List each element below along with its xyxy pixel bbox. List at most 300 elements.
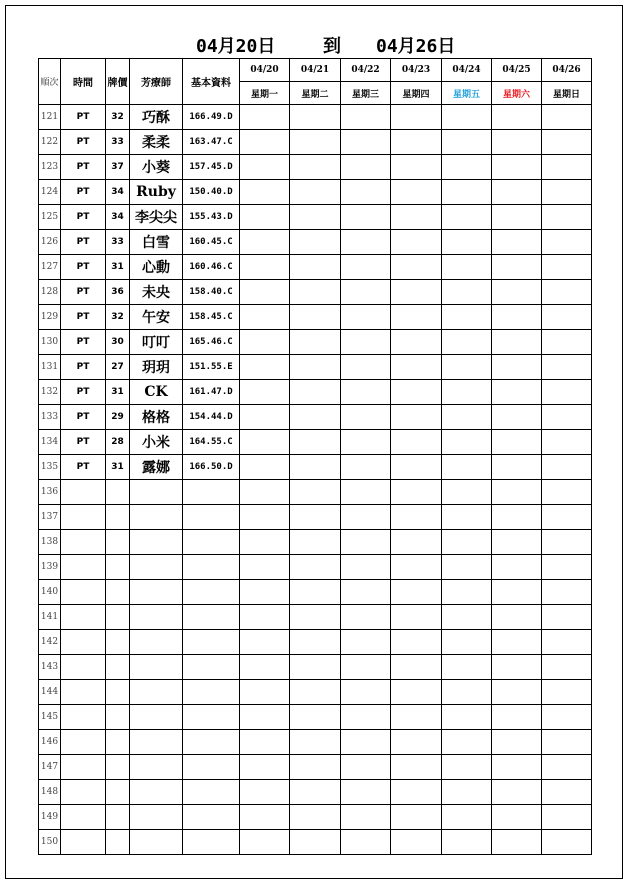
schedule-cell[interactable]	[240, 755, 290, 780]
row-time	[61, 480, 106, 505]
row-therapist-name: 午安	[130, 305, 183, 330]
schedule-cell[interactable]	[391, 405, 442, 430]
schedule-cell[interactable]	[542, 505, 592, 530]
schedule-cell[interactable]	[492, 330, 542, 355]
schedule-cell[interactable]	[391, 105, 442, 130]
schedule-cell[interactable]	[542, 380, 592, 405]
schedule-cell[interactable]	[341, 530, 391, 555]
schedule-cell[interactable]	[341, 630, 391, 655]
row-number: 132	[39, 380, 61, 405]
schedule-cell[interactable]	[341, 480, 391, 505]
schedule-cell[interactable]	[391, 305, 442, 330]
day-weekday-header: 星期一	[240, 82, 290, 105]
schedule-cell[interactable]	[240, 330, 290, 355]
schedule-cell[interactable]	[341, 555, 391, 580]
schedule-cell[interactable]	[240, 130, 290, 155]
row-price: 29	[106, 405, 130, 430]
schedule-cell[interactable]	[542, 830, 592, 855]
schedule-cell[interactable]	[542, 105, 592, 130]
schedule-cell[interactable]	[442, 630, 492, 655]
row-time	[61, 630, 106, 655]
schedule-cell[interactable]	[240, 805, 290, 830]
table-row	[39, 205, 592, 230]
table-row	[39, 730, 592, 755]
schedule-cell[interactable]	[442, 105, 492, 130]
schedule-cell[interactable]	[391, 580, 442, 605]
schedule-cell[interactable]	[442, 155, 492, 180]
row-therapist-name: 玥玥	[130, 355, 183, 380]
schedule-cell[interactable]	[442, 655, 492, 680]
row-time: PT	[61, 305, 106, 330]
row-price	[106, 730, 130, 755]
schedule-cell[interactable]	[391, 455, 442, 480]
schedule-cell[interactable]	[492, 655, 542, 680]
schedule-cell[interactable]	[492, 205, 542, 230]
row-basic-info	[183, 805, 240, 830]
schedule-cell[interactable]	[542, 205, 592, 230]
row-basic-info: 150.40.D	[183, 180, 240, 205]
schedule-cell[interactable]	[442, 230, 492, 255]
schedule-cell[interactable]	[341, 330, 391, 355]
row-basic-info: 163.47.C	[183, 130, 240, 155]
schedule-cell[interactable]	[240, 705, 290, 730]
schedule-cell[interactable]	[492, 430, 542, 455]
schedule-cell[interactable]	[341, 730, 391, 755]
schedule-cell[interactable]	[542, 530, 592, 555]
schedule-cell[interactable]	[492, 255, 542, 280]
schedule-cell[interactable]	[442, 480, 492, 505]
table-header	[39, 59, 592, 105]
row-number: 133	[39, 405, 61, 430]
schedule-cell[interactable]	[492, 380, 542, 405]
schedule-cell[interactable]	[542, 180, 592, 205]
schedule-cell[interactable]	[341, 755, 391, 780]
row-number: 124	[39, 180, 61, 205]
schedule-cell[interactable]	[341, 705, 391, 730]
row-number: 135	[39, 455, 61, 480]
schedule-cell[interactable]	[290, 705, 341, 730]
schedule-cell[interactable]	[240, 530, 290, 555]
schedule-cell[interactable]	[290, 155, 341, 180]
row-basic-info	[183, 630, 240, 655]
schedule-cell[interactable]	[492, 455, 542, 480]
schedule-cell[interactable]	[542, 130, 592, 155]
schedule-cell[interactable]	[240, 680, 290, 705]
schedule-cell[interactable]	[391, 830, 442, 855]
schedule-cell[interactable]	[391, 505, 442, 530]
row-price	[106, 705, 130, 730]
schedule-cell[interactable]	[240, 455, 290, 480]
schedule-cell[interactable]	[442, 205, 492, 230]
schedule-cell[interactable]	[290, 480, 341, 505]
schedule-cell[interactable]	[341, 605, 391, 630]
schedule-cell[interactable]	[290, 630, 341, 655]
schedule-cell[interactable]	[542, 555, 592, 580]
schedule-cell[interactable]	[290, 280, 341, 305]
row-number: 147	[39, 755, 61, 780]
schedule-cell[interactable]	[391, 280, 442, 305]
schedule-cell[interactable]	[542, 330, 592, 355]
schedule-cell[interactable]	[391, 705, 442, 730]
row-price: 34	[106, 205, 130, 230]
schedule-cell[interactable]	[492, 505, 542, 530]
row-number: 144	[39, 680, 61, 705]
schedule-cell[interactable]	[290, 455, 341, 480]
schedule-cell[interactable]	[290, 830, 341, 855]
schedule-cell[interactable]	[341, 405, 391, 430]
schedule-cell[interactable]	[492, 280, 542, 305]
table-body	[39, 105, 592, 855]
table-row	[39, 605, 592, 630]
schedule-cell[interactable]	[492, 755, 542, 780]
schedule-cell[interactable]	[542, 705, 592, 730]
row-price: 34	[106, 180, 130, 205]
schedule-cell[interactable]	[442, 505, 492, 530]
row-time	[61, 580, 106, 605]
schedule-cell[interactable]	[290, 555, 341, 580]
schedule-cell[interactable]	[341, 130, 391, 155]
schedule-cell[interactable]	[240, 580, 290, 605]
table-row	[39, 780, 592, 805]
row-number: 136	[39, 480, 61, 505]
schedule-cell[interactable]	[442, 305, 492, 330]
schedule-cell[interactable]	[341, 355, 391, 380]
schedule-cell[interactable]	[492, 630, 542, 655]
schedule-cell[interactable]	[240, 155, 290, 180]
schedule-cell[interactable]	[341, 205, 391, 230]
row-basic-info: 165.46.C	[183, 330, 240, 355]
schedule-cell[interactable]	[240, 730, 290, 755]
schedule-cell[interactable]	[442, 605, 492, 630]
schedule-cell[interactable]	[442, 380, 492, 405]
schedule-cell[interactable]	[492, 180, 542, 205]
schedule-cell[interactable]	[341, 255, 391, 280]
schedule-cell[interactable]	[492, 830, 542, 855]
schedule-cell[interactable]	[290, 805, 341, 830]
row-number: 150	[39, 830, 61, 855]
table-row	[39, 180, 592, 205]
schedule-cell[interactable]	[391, 480, 442, 505]
schedule-cell[interactable]	[240, 505, 290, 530]
schedule-cell[interactable]	[341, 830, 391, 855]
day-date-header: 04/23	[391, 59, 442, 82]
schedule-cell[interactable]	[240, 380, 290, 405]
schedule-cell[interactable]	[290, 680, 341, 705]
schedule-cell[interactable]	[391, 180, 442, 205]
row-number: 141	[39, 605, 61, 630]
schedule-cell[interactable]	[290, 430, 341, 455]
schedule-cell[interactable]	[442, 280, 492, 305]
schedule-cell[interactable]	[542, 755, 592, 780]
schedule-cell[interactable]	[391, 555, 442, 580]
schedule-cell[interactable]	[442, 130, 492, 155]
schedule-cell[interactable]	[542, 680, 592, 705]
schedule-cell[interactable]	[240, 205, 290, 230]
schedule-cell[interactable]	[492, 355, 542, 380]
schedule-cell[interactable]	[391, 605, 442, 630]
schedule-cell[interactable]	[542, 605, 592, 630]
schedule-cell[interactable]	[290, 355, 341, 380]
row-price: 31	[106, 380, 130, 405]
schedule-cell[interactable]	[442, 430, 492, 455]
schedule-cell[interactable]	[391, 755, 442, 780]
row-price: 31	[106, 255, 130, 280]
row-therapist-name: 格格	[130, 405, 183, 430]
schedule-cell[interactable]	[290, 305, 341, 330]
schedule-cell[interactable]	[492, 780, 542, 805]
row-therapist-name	[130, 830, 183, 855]
schedule-cell[interactable]	[442, 455, 492, 480]
schedule-cell[interactable]	[492, 730, 542, 755]
schedule-cell[interactable]	[290, 380, 341, 405]
day-date-header: 04/25	[492, 59, 542, 82]
schedule-cell[interactable]	[341, 380, 391, 405]
schedule-cell[interactable]	[492, 480, 542, 505]
schedule-cell[interactable]	[341, 580, 391, 605]
schedule-cell[interactable]	[542, 480, 592, 505]
schedule-cell[interactable]	[442, 180, 492, 205]
row-price	[106, 480, 130, 505]
row-number: 122	[39, 130, 61, 155]
schedule-cell[interactable]	[542, 730, 592, 755]
row-therapist-name	[130, 580, 183, 605]
schedule-cell[interactable]	[341, 505, 391, 530]
table-row	[39, 705, 592, 730]
row-basic-info	[183, 830, 240, 855]
row-price: 36	[106, 280, 130, 305]
schedule-cell[interactable]	[442, 555, 492, 580]
row-therapist-name: 小葵	[130, 155, 183, 180]
schedule-cell[interactable]	[240, 305, 290, 330]
row-price: 33	[106, 130, 130, 155]
schedule-cell[interactable]	[290, 255, 341, 280]
schedule-cell[interactable]	[290, 780, 341, 805]
table-row	[39, 380, 592, 405]
schedule-cell[interactable]	[442, 705, 492, 730]
schedule-cell[interactable]	[391, 680, 442, 705]
schedule-cell[interactable]	[442, 405, 492, 430]
schedule-cell[interactable]	[442, 755, 492, 780]
schedule-table	[38, 58, 592, 855]
schedule-cell[interactable]	[391, 205, 442, 230]
schedule-cell[interactable]	[240, 280, 290, 305]
schedule-cell[interactable]	[442, 730, 492, 755]
row-basic-info	[183, 780, 240, 805]
schedule-cell[interactable]	[341, 105, 391, 130]
schedule-cell[interactable]	[542, 355, 592, 380]
schedule-cell[interactable]	[492, 130, 542, 155]
schedule-cell[interactable]	[492, 230, 542, 255]
day-weekday-header: 星期六	[492, 82, 542, 105]
schedule-cell[interactable]	[442, 330, 492, 355]
row-time	[61, 780, 106, 805]
schedule-cell[interactable]	[391, 230, 442, 255]
schedule-cell[interactable]	[240, 405, 290, 430]
schedule-cell[interactable]	[442, 780, 492, 805]
schedule-cell[interactable]	[290, 180, 341, 205]
row-basic-info	[183, 505, 240, 530]
table-row	[39, 155, 592, 180]
day-weekday-header: 星期日	[542, 82, 592, 105]
day-weekday-header: 星期二	[290, 82, 341, 105]
schedule-cell[interactable]	[542, 155, 592, 180]
table-row	[39, 580, 592, 605]
schedule-cell[interactable]	[492, 805, 542, 830]
schedule-cell[interactable]	[341, 280, 391, 305]
schedule-cell[interactable]	[391, 530, 442, 555]
schedule-cell[interactable]	[290, 655, 341, 680]
schedule-cell[interactable]	[341, 305, 391, 330]
schedule-cell[interactable]	[391, 355, 442, 380]
row-therapist-name	[130, 705, 183, 730]
row-therapist-name	[130, 605, 183, 630]
row-basic-info: 164.55.C	[183, 430, 240, 455]
header-seq: 順次	[39, 59, 61, 105]
row-therapist-name: 李尖尖	[130, 205, 183, 230]
row-therapist-name: 白雪	[130, 230, 183, 255]
schedule-cell[interactable]	[240, 655, 290, 680]
schedule-cell[interactable]	[391, 780, 442, 805]
day-date-header: 04/20	[240, 59, 290, 82]
schedule-cell[interactable]	[442, 830, 492, 855]
schedule-cell[interactable]	[240, 430, 290, 455]
schedule-cell[interactable]	[290, 230, 341, 255]
schedule-cell[interactable]	[391, 730, 442, 755]
schedule-cell[interactable]	[542, 405, 592, 430]
schedule-cell[interactable]	[240, 180, 290, 205]
schedule-cell[interactable]	[542, 305, 592, 330]
schedule-cell[interactable]	[290, 730, 341, 755]
schedule-cell[interactable]	[391, 380, 442, 405]
schedule-cell[interactable]	[492, 680, 542, 705]
row-basic-info: 158.45.C	[183, 305, 240, 330]
schedule-cell[interactable]	[341, 455, 391, 480]
schedule-cell[interactable]	[391, 630, 442, 655]
row-time	[61, 505, 106, 530]
row-time	[61, 530, 106, 555]
schedule-cell[interactable]	[240, 355, 290, 380]
schedule-cell[interactable]	[290, 580, 341, 605]
schedule-cell[interactable]	[290, 505, 341, 530]
schedule-cell[interactable]	[240, 630, 290, 655]
schedule-cell[interactable]	[492, 530, 542, 555]
row-number: 129	[39, 305, 61, 330]
row-basic-info	[183, 680, 240, 705]
schedule-cell[interactable]	[341, 805, 391, 830]
schedule-cell[interactable]	[341, 430, 391, 455]
table-row	[39, 455, 592, 480]
row-number: 134	[39, 430, 61, 455]
row-time: PT	[61, 430, 106, 455]
schedule-cell[interactable]	[290, 755, 341, 780]
schedule-cell[interactable]	[341, 780, 391, 805]
title-start-date: 04月20日	[196, 36, 276, 57]
schedule-cell[interactable]	[542, 780, 592, 805]
schedule-cell[interactable]	[442, 580, 492, 605]
row-price	[106, 580, 130, 605]
row-time: PT	[61, 130, 106, 155]
schedule-cell[interactable]	[442, 680, 492, 705]
row-basic-info: 154.44.D	[183, 405, 240, 430]
schedule-cell[interactable]	[492, 155, 542, 180]
row-time	[61, 605, 106, 630]
schedule-cell[interactable]	[240, 555, 290, 580]
schedule-cell[interactable]	[391, 805, 442, 830]
day-date-header: 04/21	[290, 59, 341, 82]
schedule-cell[interactable]	[240, 480, 290, 505]
schedule-cell[interactable]	[492, 705, 542, 730]
schedule-cell[interactable]	[391, 130, 442, 155]
row-price	[106, 830, 130, 855]
schedule-cell[interactable]	[492, 305, 542, 330]
schedule-cell[interactable]	[341, 180, 391, 205]
row-time: PT	[61, 155, 106, 180]
schedule-cell[interactable]	[542, 630, 592, 655]
row-number: 139	[39, 555, 61, 580]
row-therapist-name	[130, 530, 183, 555]
schedule-cell[interactable]	[290, 130, 341, 155]
schedule-cell[interactable]	[240, 605, 290, 630]
schedule-cell[interactable]	[542, 580, 592, 605]
schedule-cell[interactable]	[290, 205, 341, 230]
schedule-cell[interactable]	[391, 255, 442, 280]
schedule-cell[interactable]	[341, 680, 391, 705]
row-price: 27	[106, 355, 130, 380]
schedule-cell[interactable]	[341, 155, 391, 180]
schedule-cell[interactable]	[290, 605, 341, 630]
table-row	[39, 805, 592, 830]
row-number: 140	[39, 580, 61, 605]
row-time	[61, 655, 106, 680]
schedule-cell[interactable]	[492, 405, 542, 430]
schedule-cell[interactable]	[391, 330, 442, 355]
schedule-cell[interactable]	[542, 280, 592, 305]
schedule-cell[interactable]	[442, 255, 492, 280]
row-therapist-name: 心動	[130, 255, 183, 280]
schedule-cell[interactable]	[240, 780, 290, 805]
schedule-cell[interactable]	[492, 105, 542, 130]
schedule-cell[interactable]	[442, 805, 492, 830]
schedule-cell[interactable]	[240, 105, 290, 130]
row-time: PT	[61, 105, 106, 130]
schedule-cell[interactable]	[240, 255, 290, 280]
schedule-cell[interactable]	[341, 655, 391, 680]
schedule-cell[interactable]	[542, 255, 592, 280]
schedule-cell[interactable]	[290, 405, 341, 430]
schedule-cell[interactable]	[492, 605, 542, 630]
schedule-cell[interactable]	[290, 530, 341, 555]
row-number: 137	[39, 505, 61, 530]
schedule-cell[interactable]	[240, 230, 290, 255]
schedule-cell[interactable]	[290, 330, 341, 355]
schedule-cell[interactable]	[542, 655, 592, 680]
schedule-cell[interactable]	[492, 555, 542, 580]
schedule-cell[interactable]	[391, 430, 442, 455]
schedule-cell[interactable]	[240, 830, 290, 855]
schedule-cell[interactable]	[492, 580, 542, 605]
row-therapist-name: 巧酥	[130, 105, 183, 130]
schedule-cell[interactable]	[542, 230, 592, 255]
schedule-cell[interactable]	[442, 530, 492, 555]
schedule-cell[interactable]	[442, 355, 492, 380]
schedule-cell[interactable]	[542, 455, 592, 480]
schedule-cell[interactable]	[391, 655, 442, 680]
schedule-cell[interactable]	[542, 805, 592, 830]
schedule-cell[interactable]	[290, 105, 341, 130]
schedule-cell[interactable]	[341, 230, 391, 255]
schedule-cell[interactable]	[391, 155, 442, 180]
schedule-cell[interactable]	[542, 430, 592, 455]
